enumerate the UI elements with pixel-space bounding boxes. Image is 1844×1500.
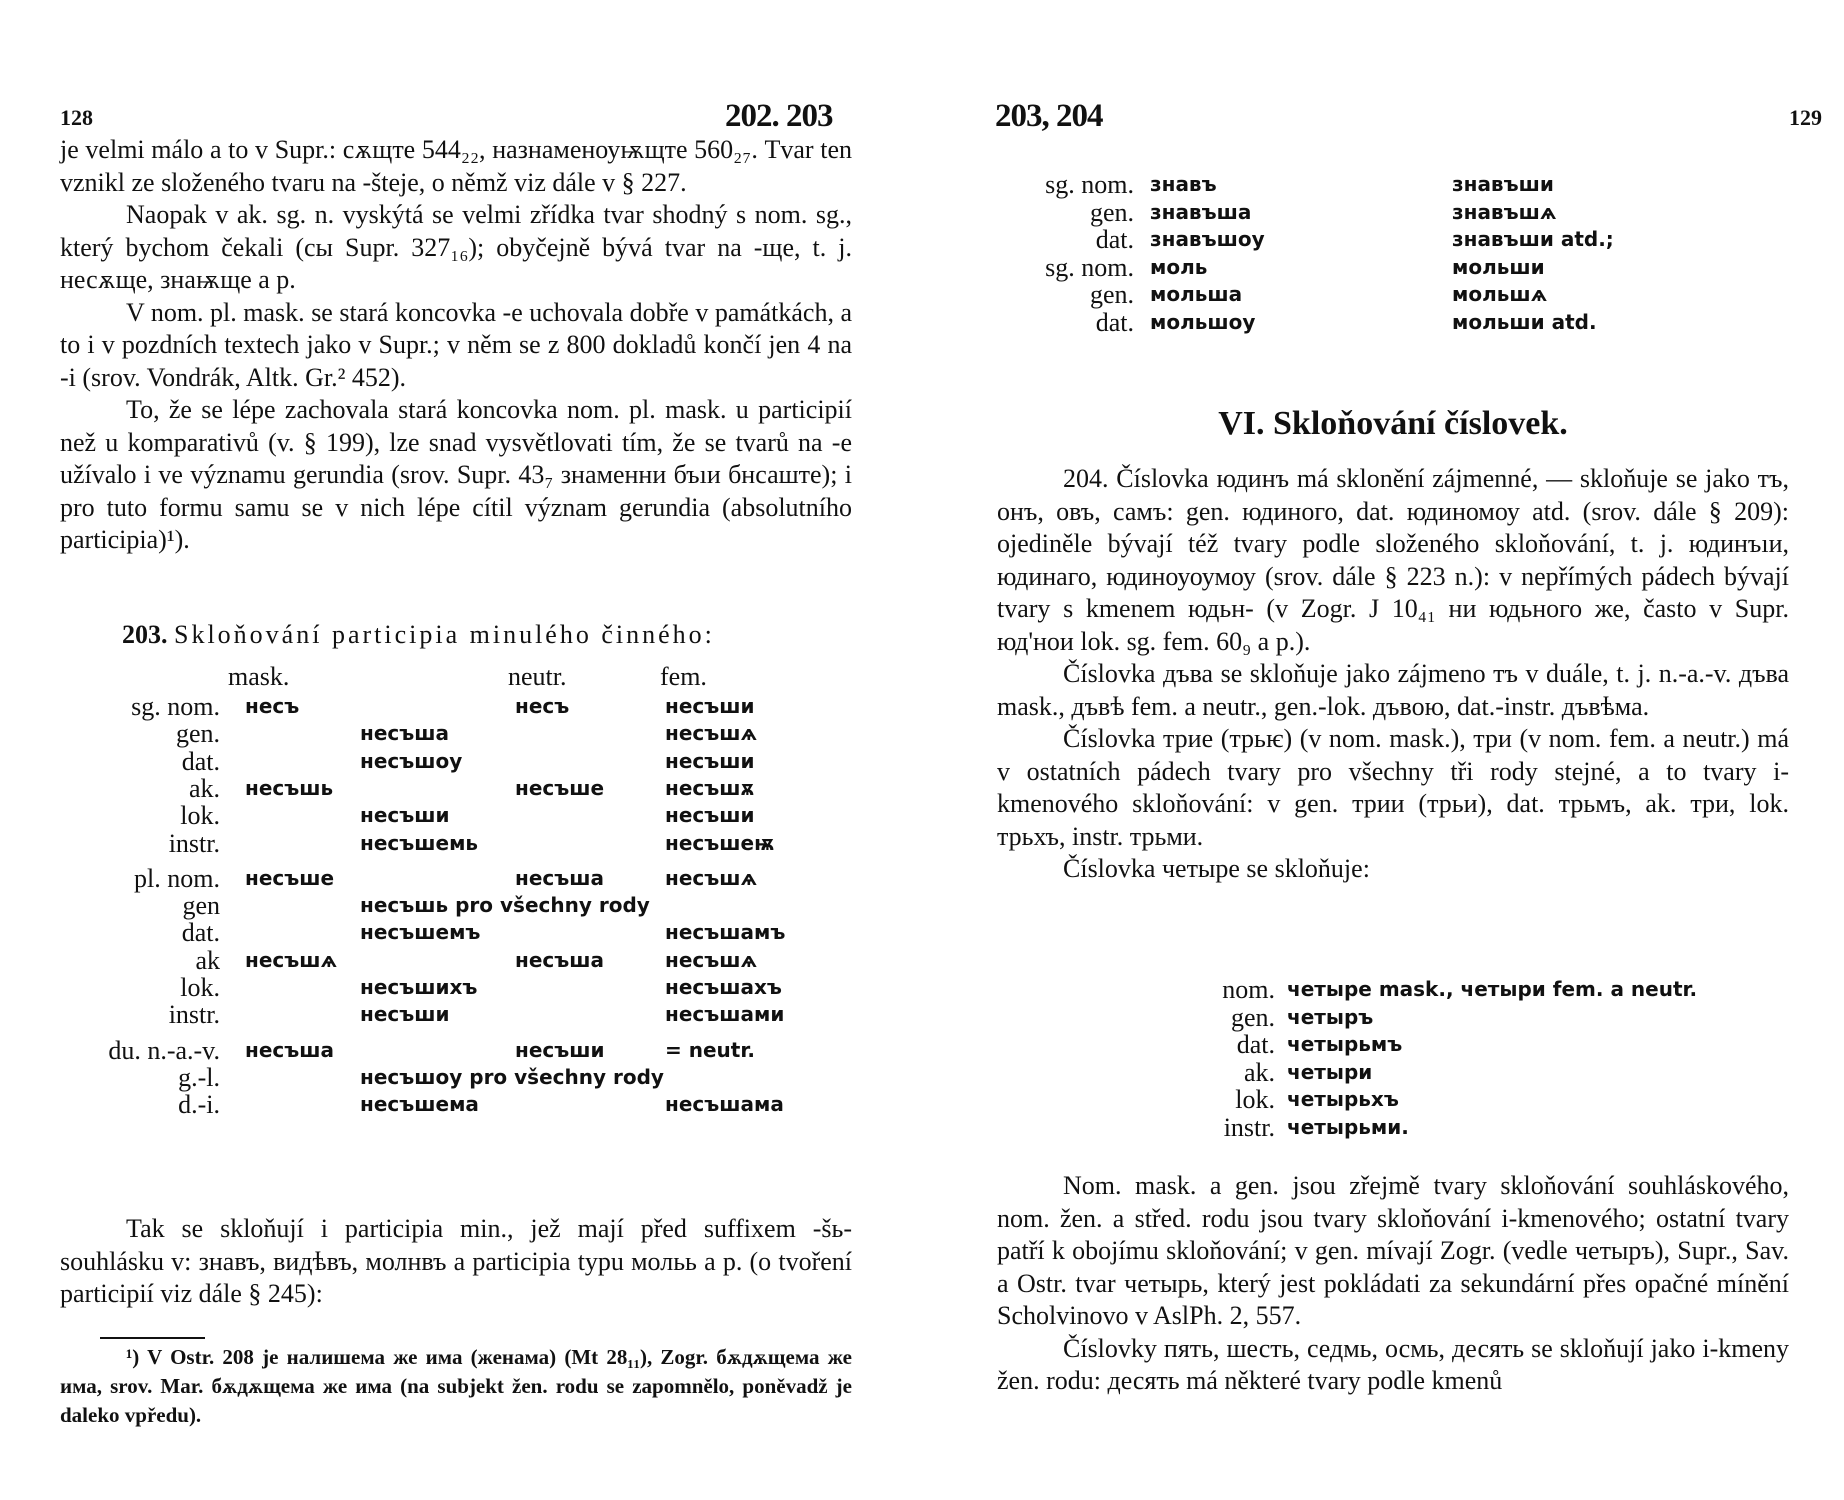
form-masc: знавъ xyxy=(1150,172,1217,196)
paragraph: Nom. mask. a gen. jsou zřejmě tvary skloňování souhláskového, nom. žen. a střed. rodu jsou tvary skloňování i-kmenového; ostatní tvary patří k obojímu skloňování; v gen. mívají Zogr. (vedle четыръ), Supr., Sav. a Ostr. tvar четырь, který jest pokládati za sekundární přes opačné mínění Scholvinovo v AslPh. 2, 557. xyxy=(997,1171,1789,1330)
form-masc: знавъшоу xyxy=(1150,227,1265,251)
form-mask: несъша xyxy=(245,1037,335,1062)
row-label: sg. nom. xyxy=(1045,170,1134,199)
form-mask-neutr: несъши xyxy=(360,1002,450,1027)
form-fem: несъшѧ xyxy=(665,947,758,972)
form-mask-neutr: несъша xyxy=(360,721,450,746)
footnote-text: ¹) V Ostr. 208 je налишема же има (женама) (Mt 28₁₁), Zogr. бѫдѫщема же има, srov. Mar. бѫдѫщема же има (na subjekt žen. rodu se zapomnělo, poněvadž je daleko vpředu). xyxy=(60,1345,852,1427)
section-number: 203. xyxy=(122,620,168,649)
form-mask: несъшѧ xyxy=(245,947,338,972)
form-fem: = neutr. xyxy=(665,1037,755,1062)
section-header-right: 203, 204 xyxy=(995,98,1103,134)
case-label: gen. xyxy=(1230,1002,1275,1032)
section-header-left: 202. 203 xyxy=(725,98,833,134)
column-header-mask: mask. xyxy=(228,662,290,691)
paragraph: Tak se skloňují i participia min., jež mají před suffixem -šь- souhlásku v: знавъ, видѣвъ, молнвъ a participia typu мольь a p. (o tvoření participií viz dále § 245): xyxy=(60,1214,852,1308)
case-label: dat. xyxy=(1236,1030,1275,1059)
row-label: gen. xyxy=(1089,280,1134,309)
form-mask: несъшь xyxy=(245,775,334,800)
form-fem: несъшамъ xyxy=(665,920,786,945)
numeral-form: четырьхъ xyxy=(1287,1087,1399,1111)
left-text-block xyxy=(60,134,852,557)
form-fem: несъшама xyxy=(665,1092,784,1117)
numeral-four-table xyxy=(922,975,1844,1175)
row-label: gen. xyxy=(175,719,220,749)
row-label: lok. xyxy=(180,973,220,1002)
paragraph: Naopak v ak. sg. n. vyskýtá se velmi zřídka tvar shodný s nom. sg., který bychom čekali (сы Supr. 327₁₆); obyčejně bývá tvar na -ще, t. j. несѫще, знаѭще a p. xyxy=(60,200,852,294)
row-label: g.-l. xyxy=(178,1062,220,1092)
form-fem: мольшѧ xyxy=(1452,282,1548,306)
form-mask-neutr: несъши xyxy=(360,803,450,828)
form-fem: несъшѫ xyxy=(665,775,755,800)
form-mask: несъше xyxy=(245,865,335,890)
form-fem: знавъши xyxy=(1452,172,1554,196)
paradigm-table xyxy=(0,662,922,1182)
column-header-fem: fem. xyxy=(660,662,707,691)
form-mask-neutr: несъшоу pro všechny rody xyxy=(360,1064,664,1089)
form-fem: несъши xyxy=(665,694,755,718)
paragraph: Číslovky пять, шесть, седмь, осмь, десять se skloňují jako i-kmeny žen. rodu: десять má některé tvary podle kmenů xyxy=(997,1333,1789,1395)
section-title: Skloňování participia minulého činného: xyxy=(174,620,715,649)
numeral-form: четырьмъ xyxy=(1287,1032,1403,1056)
form-fem: мольши atd. xyxy=(1452,309,1597,334)
row-label: dat. xyxy=(181,746,220,776)
row-label: instr. xyxy=(168,1000,220,1030)
form-fem: несъши xyxy=(665,803,755,828)
paragraph: je velmi málo a to v Supr.: сѫщте 544₂₂, назнаменоуѭщте 560₂₇. Tvar ten vznikl ze složeného tvaru na -šteje, o němž viz dále v § 227. xyxy=(60,135,852,197)
form-neutr: несъ xyxy=(515,694,570,718)
row-label: dat. xyxy=(1095,307,1134,337)
page-number-right: 129 xyxy=(1789,105,1822,130)
form-masc: мольша xyxy=(1150,282,1243,306)
case-label: instr. xyxy=(1223,1112,1275,1142)
case-label: nom. xyxy=(1222,975,1275,1004)
row-label: gen xyxy=(182,891,220,921)
form-masc: мольшоу xyxy=(1150,309,1256,334)
form-fem: знавъшѧ xyxy=(1452,199,1557,224)
row-label: sg. nom. xyxy=(1045,252,1134,282)
participle-examples-table xyxy=(922,170,1844,370)
numeral-form: четыръ xyxy=(1287,1004,1374,1029)
form-mask-neutr: несъшемь xyxy=(360,830,479,855)
paragraph: Číslovka трие (трьѥ) (v nom. mask.), три (v nom. fem. a neutr.) má v ostatních pádech tvary pro všechny tři rody stejné, a to tvary i-kmenového skloňování: v gen. трии (трьи), dat. трьмъ, ak. три, lok. трьхъ, instr. трьми. xyxy=(997,724,1789,851)
footnote xyxy=(60,1343,852,1430)
form-mask-neutr: несъшь pro všechny rody xyxy=(360,893,650,918)
chapter-title: VI. Skloňování číslovek. xyxy=(1218,405,1568,442)
form-mask-neutr: несъшоу xyxy=(360,748,463,773)
right-page xyxy=(922,0,1844,1500)
row-label: pl. nom. xyxy=(134,863,220,893)
paragraph: Číslovka четыре se skloňuje: xyxy=(1063,854,1370,883)
form-mask-neutr: несъшемъ xyxy=(360,920,481,945)
form-neutr: несъше xyxy=(515,775,605,800)
form-fem: несъшѧ xyxy=(665,721,758,746)
form-mask: несъ xyxy=(245,694,300,718)
form-fem: несъшѧ xyxy=(665,865,758,890)
form-fem: несъшахъ xyxy=(665,975,782,999)
row-label: d.-i. xyxy=(178,1090,220,1120)
page-number-left: 128 xyxy=(60,105,93,130)
section-203-heading xyxy=(122,619,882,652)
row-label: gen. xyxy=(1089,197,1134,227)
form-fem: знавъши atd.; xyxy=(1452,227,1614,251)
right-closing-text xyxy=(997,1170,1789,1398)
row-label: instr. xyxy=(168,828,220,858)
row-label: lok. xyxy=(180,801,220,831)
paragraph: Číslovka дъва se skloňuje jako zájmeno тъ v duále, t. j. n.-a.-v. дъва mask., дъвѣ fem. a neutr., gen.-lok. дъвою, dat.-instr. дъвѣма. xyxy=(997,659,1789,721)
numeral-form: четырьми. xyxy=(1287,1114,1409,1139)
numeral-form: четыри xyxy=(1287,1059,1373,1084)
form-neutr: несъша xyxy=(515,947,605,972)
form-fem: мольши xyxy=(1452,254,1545,279)
form-neutr: несъша xyxy=(515,865,605,890)
row-label: dat. xyxy=(1095,225,1134,254)
form-fem: несъшами xyxy=(665,1002,785,1027)
row-label: ak xyxy=(195,945,220,975)
row-label: dat. xyxy=(181,918,220,948)
left-closing-text xyxy=(60,1213,852,1311)
paragraph: V nom. pl. mask. se stará koncovka -e uchovala dobře v památkách, a to i v pozdních textech jako v Supr.; v něm se z 800 dokladů končí jen 4 na -i (srov. Vondrák, Altk. Gr.² 452). xyxy=(60,297,852,392)
right-text-block xyxy=(997,463,1789,886)
form-mask-neutr: несъшихъ xyxy=(360,975,478,999)
footnote-rule xyxy=(100,1337,205,1339)
case-label: ak. xyxy=(1243,1057,1275,1087)
paragraph: To, že se lépe zachovala stará koncovka nom. pl. mask. u participií než u komparativů (v. § 199), lze snad vysvětlovati tím, že se tvarů na -e užívalo i ve významu gerundia (srov. Supr. 43₇ знаменни бъıи бнсаште); i pro tuto formu samu se v nich lépe cítil význam gerundia (absolutního participia)¹). xyxy=(60,395,852,554)
row-label: du. n.-a.-v. xyxy=(108,1035,220,1065)
row-label: sg. nom. xyxy=(131,692,220,721)
column-header-neutr: neutr. xyxy=(508,662,567,691)
form-masc: моль xyxy=(1150,254,1208,279)
paragraph: 204. Číslovka юдинъ má sklonění zájmenné, — skloňuje se jako тъ, онъ, овъ, самъ: gen. юдиного, dat. юдиномоу atd. (srov. dále § 209): ojediněle bývají též tvary podle složeného skloňování, t. j. юдинъıи, юдинаго, юдиноуоумоу (srov. dále § 223 n.): v nepřímých pádech bývají tvary s kmenem юдьн- (v Zogr. J 10₄₁ ни юдьного же, často v Supr. юд'нои lok. sg. fem. 60₉ a p.). xyxy=(997,464,1789,656)
row-label: ak. xyxy=(188,773,220,803)
form-fem: несъшеѭ xyxy=(665,830,775,855)
form-neutr: несъши xyxy=(515,1037,605,1062)
numeral-form: четыре mask., четыри fem. a neutr. xyxy=(1287,977,1698,1001)
form-masc: знавъша xyxy=(1150,199,1252,224)
form-mask-neutr: несъшема xyxy=(360,1092,479,1117)
form-fem: несъши xyxy=(665,748,755,773)
case-label: lok. xyxy=(1235,1085,1275,1114)
